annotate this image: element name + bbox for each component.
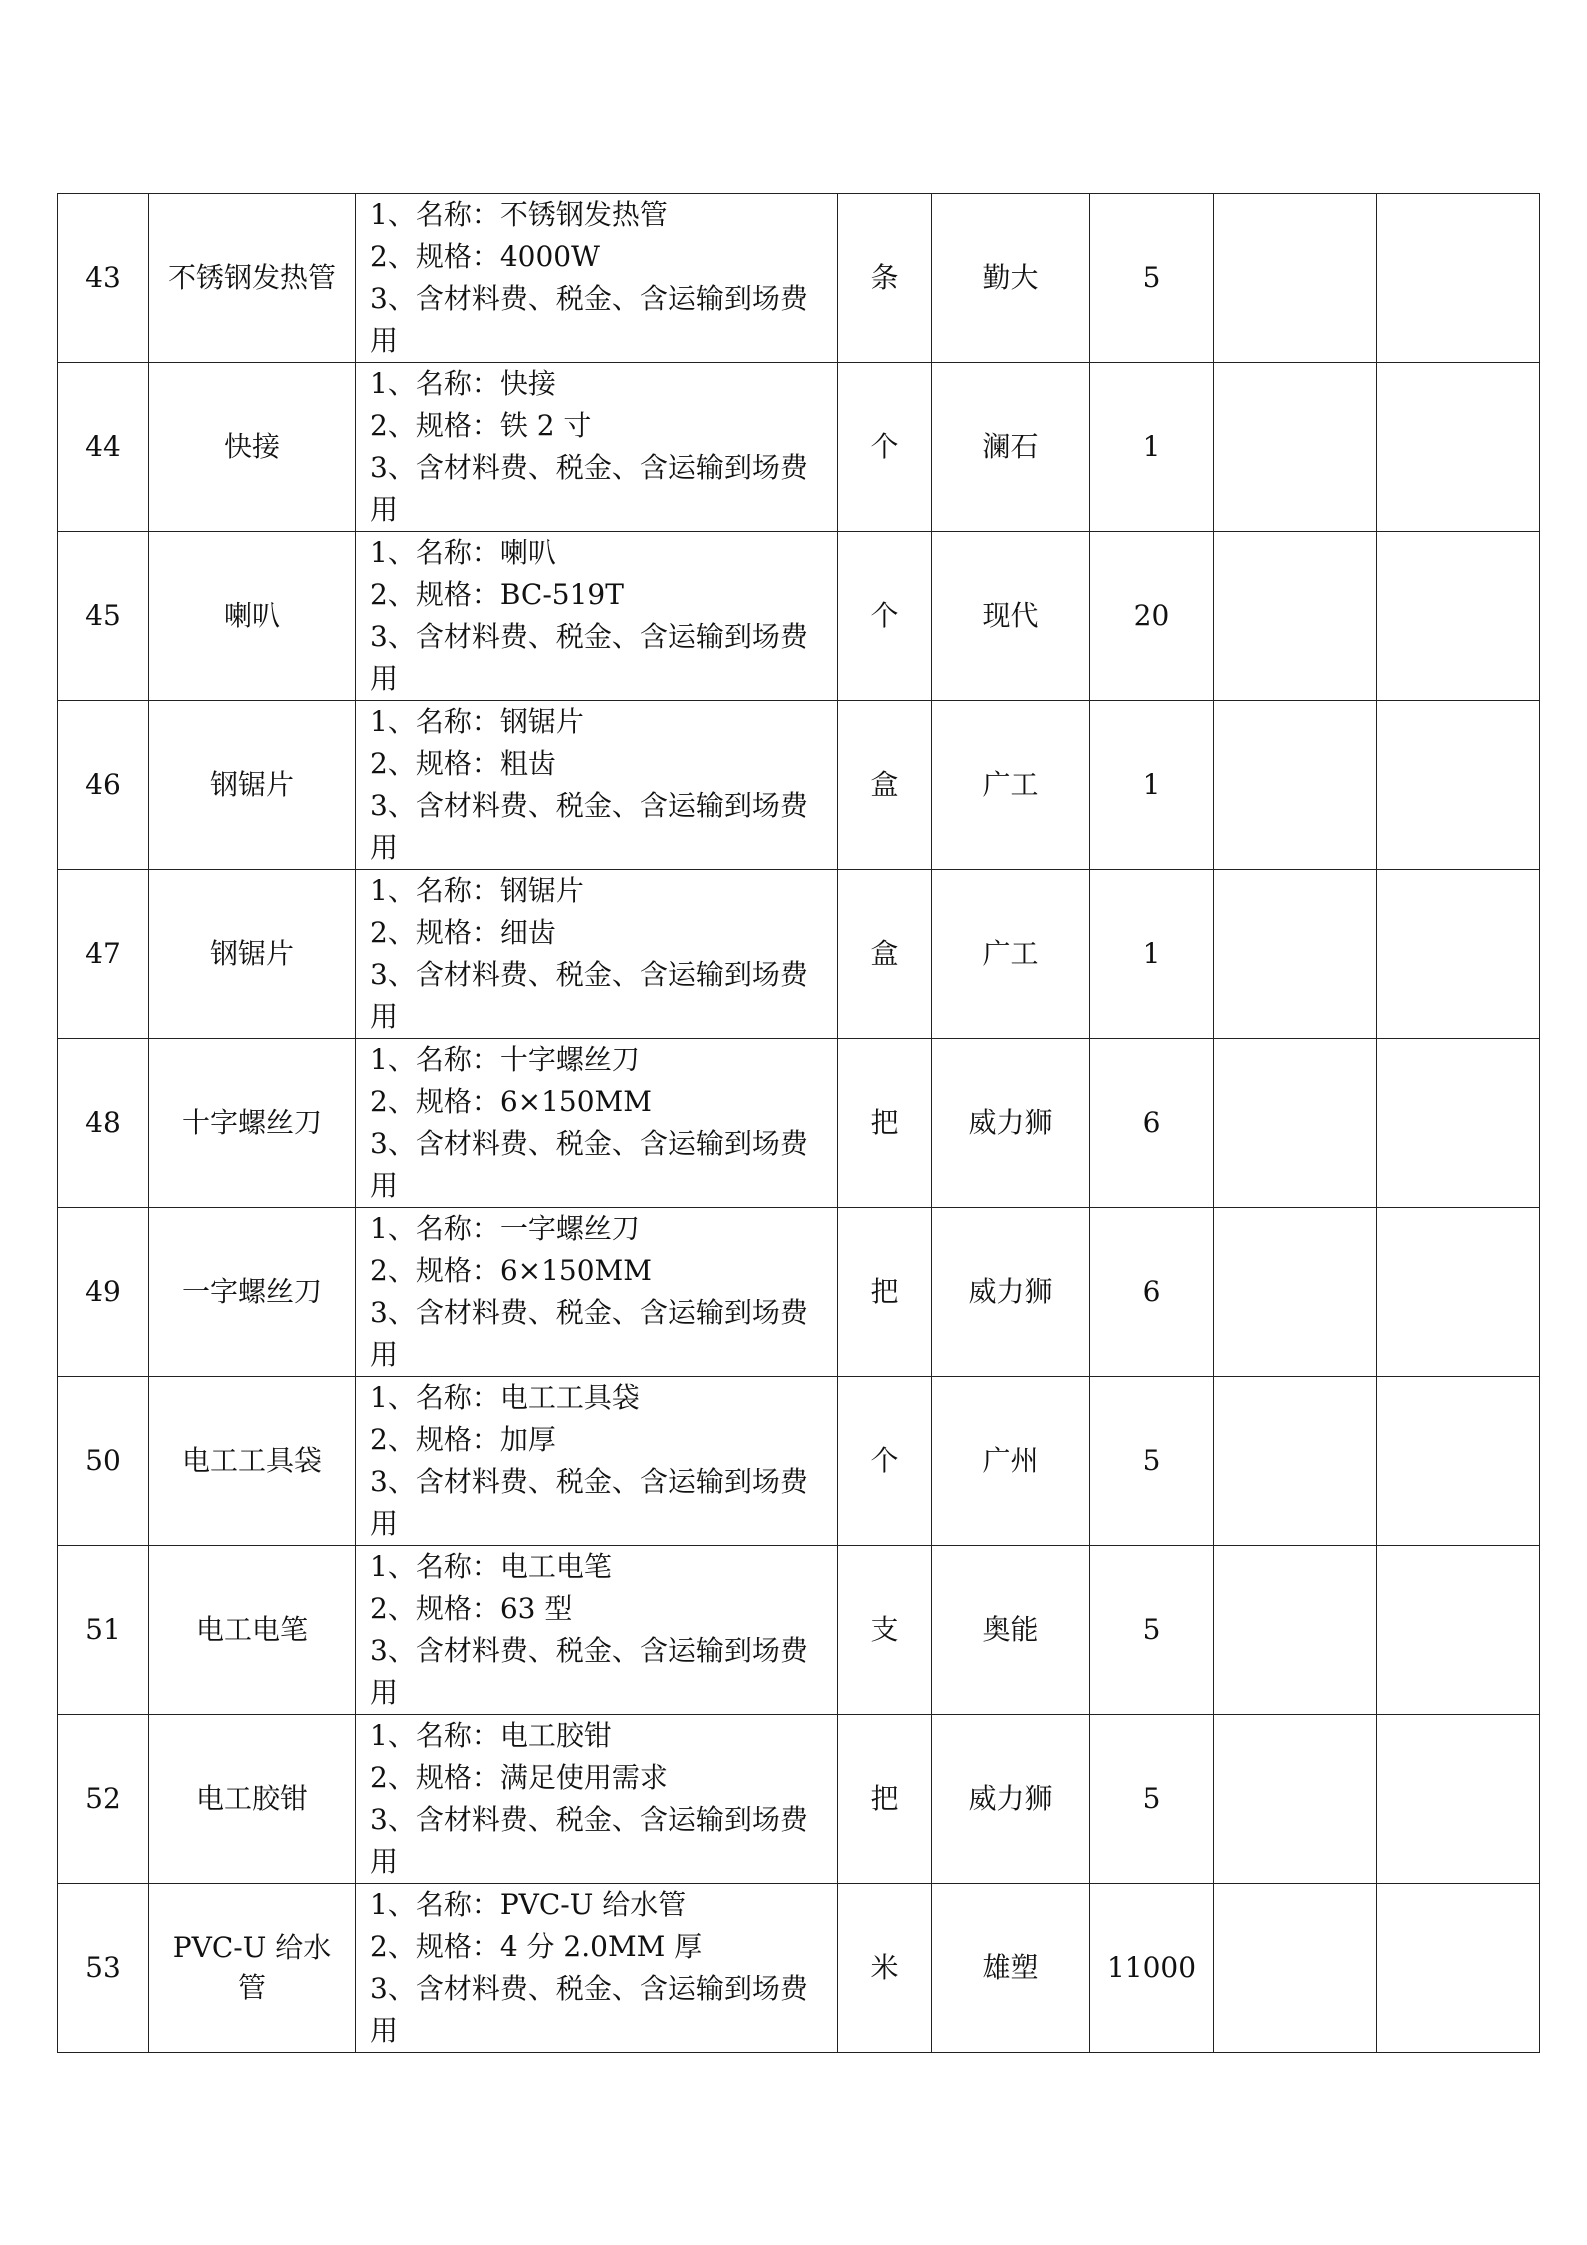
unit-price-cell xyxy=(1214,1377,1377,1546)
table-row xyxy=(58,1377,1540,1546)
brand-cell: 威力狮 xyxy=(932,1715,1090,1884)
unit-cell: 把 xyxy=(838,1715,932,1884)
brand-cell: 威力狮 xyxy=(932,1208,1090,1377)
brand-cell: 广州 xyxy=(932,1377,1090,1546)
total-price-cell xyxy=(1377,1715,1540,1884)
item-description-cell xyxy=(356,1208,838,1377)
brand-cell: 勤大 xyxy=(932,194,1090,363)
total-price-cell xyxy=(1377,870,1540,1039)
table-row xyxy=(58,1884,1540,2053)
unit-cell: 盒 xyxy=(838,701,932,870)
brand-cell: 澜石 xyxy=(932,363,1090,532)
item-number-cell: 49 xyxy=(58,1208,149,1377)
unit-cell: 盒 xyxy=(838,870,932,1039)
description-line: 3、含材料费、税金、含运输到场费用 xyxy=(370,958,808,1033)
table-row xyxy=(58,532,1540,701)
item-name-cell: 快接 xyxy=(149,363,356,532)
description-line: 3、含材料费、税金、含运输到场费用 xyxy=(370,620,808,695)
item-description-cell xyxy=(356,1715,838,1884)
description-line: 3、含材料费、税金、含运输到场费用 xyxy=(370,1465,808,1540)
table-row xyxy=(58,194,1540,363)
description-line: 1、名称：不锈钢发热管 xyxy=(370,198,668,231)
quantity-cell: 1 xyxy=(1090,701,1214,870)
item-name-cell: 电工胶钳 xyxy=(149,1715,356,1884)
description-line: 2、规格：6×150MM xyxy=(370,1085,652,1118)
item-number-cell: 50 xyxy=(58,1377,149,1546)
brand-cell: 威力狮 xyxy=(932,1039,1090,1208)
table-row xyxy=(58,363,1540,532)
description-line: 1、名称：钢锯片 xyxy=(370,874,584,907)
quantity-cell: 5 xyxy=(1090,1546,1214,1715)
description-line: 2、规格：粗齿 xyxy=(370,747,556,780)
item-name-cell: 钢锯片 xyxy=(149,870,356,1039)
description-line: 1、名称：电工工具袋 xyxy=(370,1381,640,1414)
total-price-cell xyxy=(1377,701,1540,870)
unit-price-cell xyxy=(1214,363,1377,532)
total-price-cell xyxy=(1377,194,1540,363)
quantity-cell: 6 xyxy=(1090,1039,1214,1208)
item-name-cell: 电工工具袋 xyxy=(149,1377,356,1546)
unit-price-cell xyxy=(1214,532,1377,701)
description-line: 2、规格：4 分 2.0MM 厚 xyxy=(370,1930,703,1963)
material-list-table xyxy=(57,193,1540,2053)
item-number-cell: 43 xyxy=(58,194,149,363)
description-line: 1、名称：一字螺丝刀 xyxy=(370,1212,640,1245)
total-price-cell xyxy=(1377,1208,1540,1377)
unit-price-cell xyxy=(1214,1546,1377,1715)
total-price-cell xyxy=(1377,1377,1540,1546)
description-line: 2、规格：铁 2 寸 xyxy=(370,409,592,442)
description-line: 2、规格：6×150MM xyxy=(370,1254,652,1287)
description-line: 2、规格：4000W xyxy=(370,240,600,273)
brand-cell: 奥能 xyxy=(932,1546,1090,1715)
total-price-cell xyxy=(1377,363,1540,532)
quantity-cell: 1 xyxy=(1090,870,1214,1039)
description-line: 3、含材料费、税金、含运输到场费用 xyxy=(370,1296,808,1371)
table-row xyxy=(58,1715,1540,1884)
description-line: 1、名称：快接 xyxy=(370,367,556,400)
description-line: 2、规格：BC-519T xyxy=(370,578,624,611)
item-description-cell xyxy=(356,194,838,363)
item-description-cell xyxy=(356,1546,838,1715)
quantity-cell: 5 xyxy=(1090,194,1214,363)
description-line: 1、名称：喇叭 xyxy=(370,536,556,569)
description-line: 1、名称：电工胶钳 xyxy=(370,1719,612,1752)
item-description-cell xyxy=(356,1039,838,1208)
quantity-cell: 5 xyxy=(1090,1377,1214,1546)
item-number-cell: 51 xyxy=(58,1546,149,1715)
unit-price-cell xyxy=(1214,701,1377,870)
total-price-cell xyxy=(1377,532,1540,701)
unit-price-cell xyxy=(1214,194,1377,363)
description-line: 3、含材料费、税金、含运输到场费用 xyxy=(370,789,808,864)
brand-cell: 广工 xyxy=(932,870,1090,1039)
description-line: 3、含材料费、税金、含运输到场费用 xyxy=(370,1803,808,1878)
unit-cell: 个 xyxy=(838,1377,932,1546)
unit-cell: 个 xyxy=(838,532,932,701)
item-description-cell xyxy=(356,870,838,1039)
quantity-cell: 11000 xyxy=(1090,1884,1214,2053)
quantity-cell: 6 xyxy=(1090,1208,1214,1377)
description-line: 3、含材料费、税金、含运输到场费用 xyxy=(370,282,808,357)
item-number-cell: 47 xyxy=(58,870,149,1039)
item-description-cell xyxy=(356,1884,838,2053)
unit-price-cell xyxy=(1214,1715,1377,1884)
item-name-cell: PVC-U 给水管 xyxy=(149,1884,356,2053)
description-line: 2、规格：细齿 xyxy=(370,916,556,949)
quantity-cell: 5 xyxy=(1090,1715,1214,1884)
quantity-cell: 1 xyxy=(1090,363,1214,532)
item-number-cell: 52 xyxy=(58,1715,149,1884)
total-price-cell xyxy=(1377,1884,1540,2053)
unit-price-cell xyxy=(1214,1884,1377,2053)
item-description-cell xyxy=(356,1377,838,1546)
unit-price-cell xyxy=(1214,1039,1377,1208)
item-name-cell: 钢锯片 xyxy=(149,701,356,870)
item-name-cell: 十字螺丝刀 xyxy=(149,1039,356,1208)
table-row xyxy=(58,870,1540,1039)
description-line: 1、名称：十字螺丝刀 xyxy=(370,1043,640,1076)
table-body xyxy=(58,194,1540,2053)
description-line: 3、含材料费、税金、含运输到场费用 xyxy=(370,1127,808,1202)
item-number-cell: 53 xyxy=(58,1884,149,2053)
table-row xyxy=(58,1039,1540,1208)
unit-cell: 条 xyxy=(838,194,932,363)
description-line: 1、名称：电工电笔 xyxy=(370,1550,612,1583)
total-price-cell xyxy=(1377,1546,1540,1715)
item-description-cell xyxy=(356,532,838,701)
quantity-cell: 20 xyxy=(1090,532,1214,701)
unit-cell: 把 xyxy=(838,1039,932,1208)
item-description-cell xyxy=(356,363,838,532)
description-line: 2、规格：加厚 xyxy=(370,1423,556,1456)
unit-price-cell xyxy=(1214,870,1377,1039)
table-row xyxy=(58,1546,1540,1715)
item-number-cell: 45 xyxy=(58,532,149,701)
item-number-cell: 46 xyxy=(58,701,149,870)
item-number-cell: 48 xyxy=(58,1039,149,1208)
unit-cell: 把 xyxy=(838,1208,932,1377)
brand-cell: 雄塑 xyxy=(932,1884,1090,2053)
unit-cell: 个 xyxy=(838,363,932,532)
table-row xyxy=(58,1208,1540,1377)
description-line: 3、含材料费、税金、含运输到场费用 xyxy=(370,1972,808,2047)
item-name-cell: 喇叭 xyxy=(149,532,356,701)
description-line: 2、规格：63 型 xyxy=(370,1592,573,1625)
item-number-cell: 44 xyxy=(58,363,149,532)
description-line: 1、名称：PVC-U 给水管 xyxy=(370,1888,687,1921)
brand-cell: 广工 xyxy=(932,701,1090,870)
description-line: 3、含材料费、税金、含运输到场费用 xyxy=(370,451,808,526)
brand-cell: 现代 xyxy=(932,532,1090,701)
description-line: 2、规格：满足使用需求 xyxy=(370,1761,668,1794)
item-description-cell xyxy=(356,701,838,870)
unit-cell: 支 xyxy=(838,1546,932,1715)
item-name-cell: 电工电笔 xyxy=(149,1546,356,1715)
unit-price-cell xyxy=(1214,1208,1377,1377)
item-name-cell: 不锈钢发热管 xyxy=(149,194,356,363)
table-row xyxy=(58,701,1540,870)
description-line: 3、含材料费、税金、含运输到场费用 xyxy=(370,1634,808,1709)
unit-cell: 米 xyxy=(838,1884,932,2053)
item-name-cell: 一字螺丝刀 xyxy=(149,1208,356,1377)
description-line: 1、名称：钢锯片 xyxy=(370,705,584,738)
total-price-cell xyxy=(1377,1039,1540,1208)
